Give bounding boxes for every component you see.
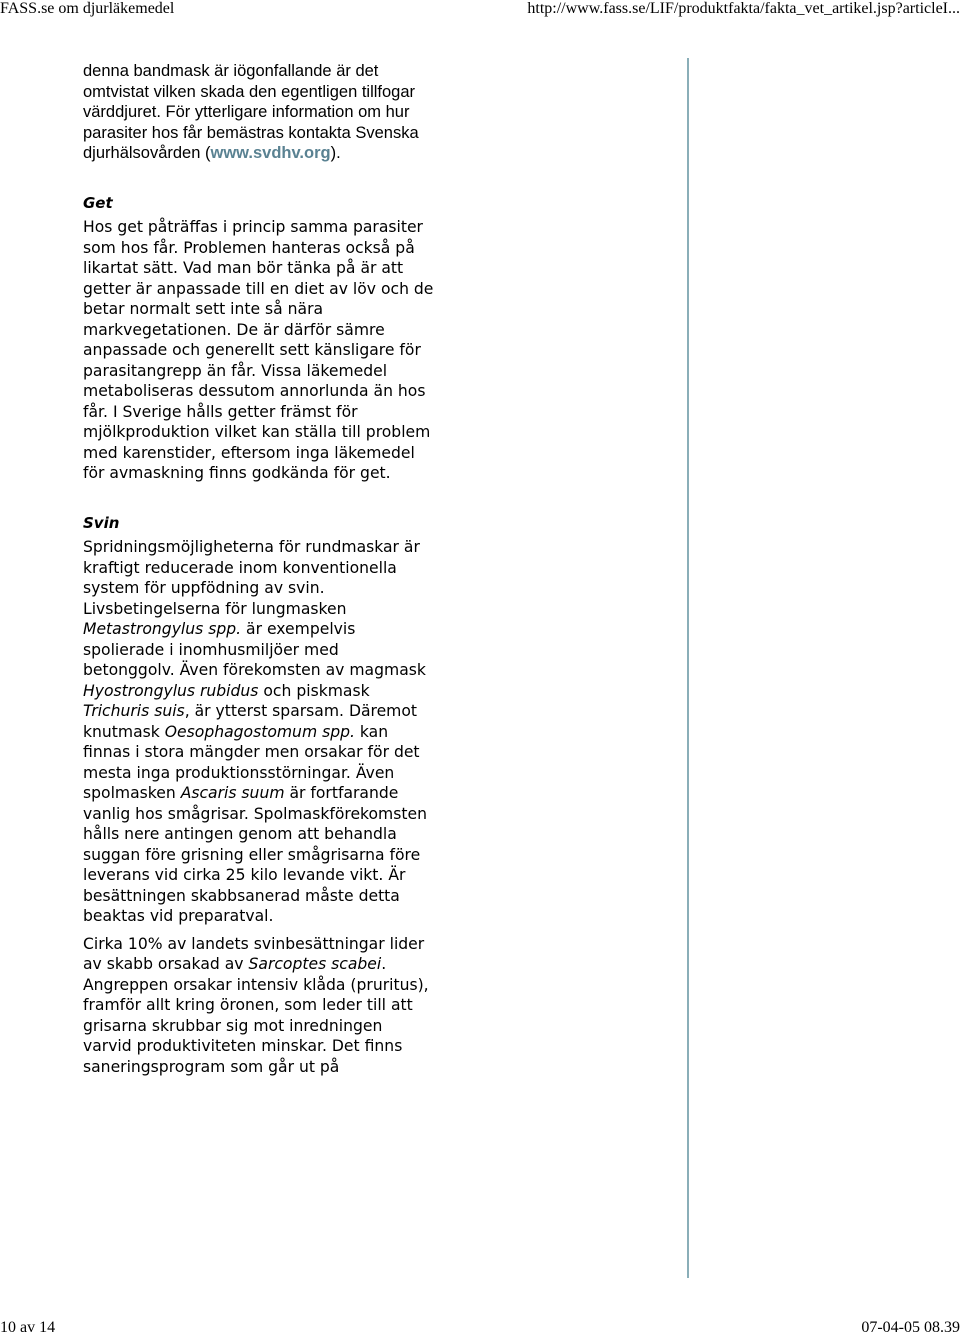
article-content [83, 61, 435, 1077]
page-number: 10 av 14 [0, 1319, 56, 1336]
species-name: Oesophagostomum spp. [164, 722, 355, 741]
svin-paragraph-2: Cirka 10% av landets svinbesättningar lider av skabb orsakad av Sarcoptes scabei. Angreppen orsakar intensiv klåda (pruritus), framför allt kring öronen, som leder till att grisarna skrubbar sig mot inredningen varvid produktiviteten minskar. Det finns saneringsprogram som går ut på [83, 934, 429, 1076]
print-timestamp: 07-04-05 08.39 [861, 1319, 960, 1336]
section-heading-get: Get [83, 193, 113, 212]
intro-text: denna bandmask är iögonfallande är det omtvistat vilken skada den egentligen tillfogar värddjuret. För ytterligare information om hur parasiter hos får bemästras kontakta Svenska djurhälsovården ( [83, 62, 419, 162]
svin-paragraph-1: Spridningsmöjligheterna för rundmaskar är kraftigt reducerade inom konventionella system för uppfödning av svin. Livsbetingelserna för lungmasken Metastrongylus spp. är exempelvis spolierade i inomhusmiljöer med betonggolv. Även förekomsten av magmask Hyostrongylus rubidus och piskmask Trichuris suis, är ytterst sparsam. Däremot knutmask Oesophagostomum spp. kan finnas i stora mängder men orsakar för det mesta inga produktionsstörningar. Även spolmasken Ascaris suum är fortfarande vanlig hos smågrisar. Spolmaskförekomsten hålls nere antingen genom att behandla suggan före grisning eller smågrisarna före leverans vid cirka 25 kilo levande vikt. Är besättningen skabbsanerad måste detta beaktas vid preparatval. [83, 538, 427, 925]
species-name: Hyostrongylus rubidus [83, 681, 259, 700]
vertical-divider [687, 58, 689, 1278]
svdhv-link[interactable]: www.svdhv.org [210, 144, 331, 162]
intro-paragraph [83, 61, 435, 164]
species-name: Ascaris suum [180, 784, 285, 802]
section-heading-svin: Svin [83, 513, 120, 532]
document-url: http://www.fass.se/LIF/produktfakta/fakta_vet_artikel.jsp?articleI... [527, 0, 960, 17]
species-name: Sarcoptes scabei [248, 955, 382, 973]
document-title: FASS.se om djurläkemedel [0, 0, 175, 17]
species-name: Metastrongylus spp. [83, 620, 242, 638]
species-name: Trichuris suis [83, 702, 185, 720]
intro-after: ). [330, 144, 341, 162]
get-paragraph: Hos get påträffas i princip samma parasiter som hos får. Problemen hanteras också på likartat sätt. Vad man bör tänka på är att getter är anpassade till en diet av löv och de betar normalt sett inte så nära markvegetationen. De är därför sämre anpassade och generellt sett känsligare för parasitangrepp än får. Vissa läkemedel metaboliseras dessutom annorlunda än hos får. I Sverige hålls getter främst för mjölkproduktion vilket kan ställa till problem med karenstider, eftersom inga läkemedel för avmaskning finns godkända för get. [83, 218, 434, 482]
